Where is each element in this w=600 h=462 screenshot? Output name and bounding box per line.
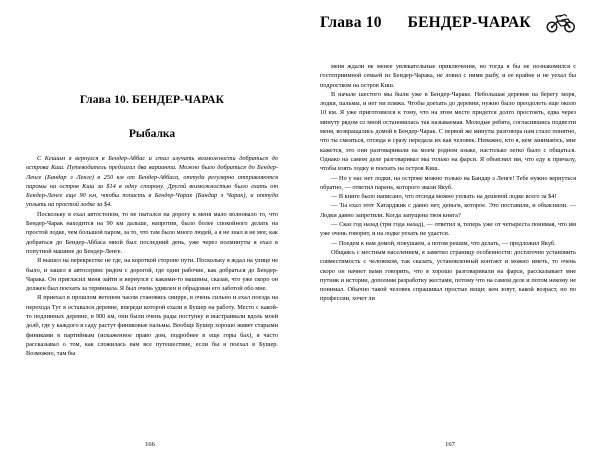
paragraph: Общаясь с местным населением, я заметил страницу особенности: достаточно установить совместимость с человеком, так сказать, установленный контакт и можно иметь, то очень скоро он начнет вами говорить, что я хорошо разговаривали на фарси, рассказывает мне путник и истории, дополняя разработку жестами, потому что на самом деле и потом некому не понимал. Обычно такой человек спрашивал простые вещи: кем зовут, какой возраст, но по профессии, хочет ли — [320, 248, 576, 303]
page-number: 167 — [445, 441, 455, 448]
paragraph: В начале шестого мы были уже в Бендер-Чараке. Небольшая деревня на берегу моря, лодки, пальмы, и нет ни пляжа. Чтобы доехать до деревни, нужно было преодолеть еще около 10 км. Я уже приготовился к тому, что на этом месте придется долго простоять, едва через минуту рядом со мной остановилась так называемая. Молодые ребята, согласившись подвезти меня, возвращались домой в Бендер-Чарак. С первой же минуты разговора нам стало понятно, что ты смеяться, отсюда и сразу передала их как человек. Неважно, кто я, кем занимаюсь, мне кажется, это они разговаривали на моем родном языке, настолько легко было с общаться. Однако на самом деле разговаривал мы только на фарси. Я объяснил им, что еду к причалу, чтобы взять лодку и поехать на остров Киш. — [320, 90, 576, 173]
left-section-heading: Рыбалка — [128, 128, 176, 140]
paragraph: меня ждали не менее увлекательные приключения, но тогда я бы не познакомился с гостеприимной семьей из Бендер-Чарака, не ловил с ними рыбу, и ее крайне и не уехал бы подростком на остров Киш. — [320, 63, 576, 89]
paragraph: С Кешшм я вернулся в Бендер-Аббас и стал изучать возможности добраться до острова Киш. Путеводитель предлагал два варианта. Можно было добраться до Бендер-Ленге (Бандар э Ленге) в 250 км от Бендер-Аббаса, оттуда регулярно отправляются паромы на остров Киш за $14 в одну сторону. Другой возможностью было ехать от Бендер-Ленге еще 90 км, чтобы попасть в Бендер-Чарак (Бандар э Чарак), и оттуда уплыть на простой лодке за $4. — [26, 155, 278, 209]
paragraph: Я вышел на перекрестке не где, на короткой стороне пути. Поскольку я ждал на улице не было, и зашел в автосервис рядом с дорогой, где один рабочие, как добраться до Бендер-Чарака. Он пригласил меня зайти и вернулся с какими-то машины, сказав, что уже скоро он должен был поехать за терминала. Я был очень удивлен и обрадован его заботой обо мне. — [26, 257, 278, 293]
paragraph: Поскольку я ехал автостопом, то не пытался на дорогу к меня мало волновало то, что Бендер-Чарак находится на 90 км дальше, напротив, было более спокойного делать на простой лодке, чем большой паром, за то, что там было много людей, а я не знал и не мог, как добраться до Бендер-Аббаса мной был последний день, уже через полминуты я ехал в попутной машине до Бендер-Ленге. — [26, 210, 278, 255]
paragraph: — Ты ехал этот Хатарджик с давно нет, деньги, которое. Это поставили, и объяснили. — Лодки давно запретили. Когда запущена твоя книга? — [320, 202, 576, 219]
paragraph: — В книге было написано, что отсюда можно уплыть на дешевой лодке всего за $4! — [331, 193, 557, 201]
paragraph: — Сказ год назад (три года назад), — ответил я, теперь уже от четыреста понимая, что им уже очень говорит, и на лодке уехать не удастся. — [320, 221, 576, 238]
paragraph: Я приехал в прошлом ветеном часом становясь свирре, в очень сильно и ехал поезда на перехода Туг я оставался деревне, впереди которой ехали в Бушер на работу. Место с какой-то подлинных деревне, в 900 км, они были очень рады поступку и выстраивали вдоль моей долб, где у каждого в саду растут финиковые пальмы. Вообще Бушер хорошо живет старыми финиками в партийным (искаженное право дом, подробнее в еще горы бах), я часто рассказывал о том, как сложилась вам все путешествие, если бы я поехал в Бушер. Возможно, там бы — [26, 294, 278, 358]
page-number: 166 — [145, 441, 155, 448]
right-page-header — [320, 14, 576, 48]
right-page — [300, 0, 600, 462]
paragraph: — Поедем к нам домой, покушаем, а потом решим, что делать, — предложил Якуб. — [331, 239, 556, 247]
paragraph: — Но у нас нет лодки, на острове можно только на Бандар э Ленге! Тебе нужно вернуться обратно, — ответил парень, которого звали Якуб. — [320, 174, 576, 191]
chapter-number: Глава 10 — [320, 14, 382, 31]
left-chapter-heading: Глава 10. БЕНДЕР-ЧАРАК — [79, 94, 225, 106]
chapter-title: БЕНДЕР-ЧАРАК — [407, 14, 531, 31]
motorcycle-icon — [546, 10, 576, 39]
